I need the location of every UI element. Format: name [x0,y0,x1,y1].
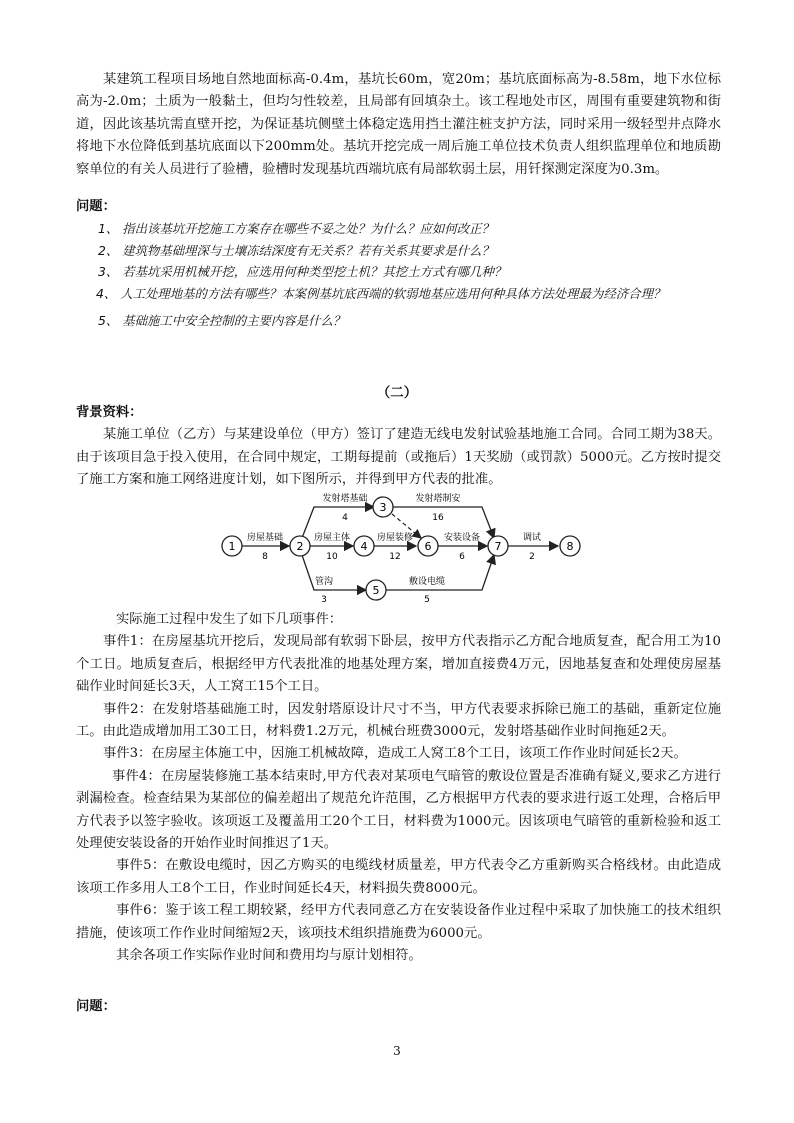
node-2 [290,536,310,556]
case2-intro: 某施工单位（乙方）与某建设单位（甲方）签订了建造无线电发射试验基地施工合同。合同工期为38天。由于该项目急于投入使用，在合同中规定，工期每提前（或拖后）1天奖励（或罚款）5000元。乙方按时提交了施工方案和施工网络进度计划，如下图所示，并得到甲方代表的批准。 [76,427,721,488]
node-1 [222,536,242,556]
svg-text:5: 5 [372,584,380,597]
question-3: 3、 若基坑采用机械开挖，应选用何种类型挖土机？其挖土方式有哪几种？ [98,264,507,280]
case1-questions [76,196,721,332]
case2-questions [76,996,721,1018]
activity-duration: 8 [262,552,268,562]
activity-label: 发射塔制安 [415,494,461,504]
question-2: 2、 建筑物基础埋深与土壤冻结深度有无关系？若有关系其要求是什么？ [98,242,494,258]
case2-background [76,402,721,492]
activity-duration: 2 [529,552,535,562]
svg-text:8: 8 [566,540,574,553]
activity-duration: 3 [321,595,327,605]
question-5: 5、 基础施工中安全控制的主要内容是什么？ [98,313,346,329]
network-diagram [218,489,590,607]
node-5 [366,580,386,600]
node-6 [418,536,438,556]
event-2: 事件2：在发射塔基础施工时，因发射塔原设计尺寸不当，甲方代表要求拆除已施工的基础，重新定位施工。由此造成增加用工30工日，材料费1.2万元，机械台班费3000元，发射塔基础作业时间拖延2天。 [76,701,721,740]
activity-label: 安装设备 [443,533,481,543]
case1-paragraph: 某建筑工程项目场地自然地面标高-0.4m，基坑长60m，宽20m；基坑底面标高为-8.58m，地下水位标高为-2.0m；土质为一般黏土，但均匀性较差，且局部有回填杂土。该工程地处市区，周围有重要建筑物和街道，因此该基坑需直壁开挖，为保证基坑侧壁土体稳定选用挡土灌注桩支护方法，同时采用一级轻型井点降水将地下水位降低到基坑底面以下200mm处。基坑开挖完成一周后施工单位技术负责人组织监理单位和地质勘察单位的有关人员进行了验槽，验槽时发现基坑西端坑底有局部软弱土层，用钎探测定深度为0.3m。 [76,72,721,177]
activity-duration: 5 [424,595,430,605]
activity-label: 调试 [522,533,542,543]
activity-label: 发射塔基础 [322,494,368,504]
activity-duration: 10 [326,552,338,562]
questions-heading: 问题： [76,199,116,214]
svg-text:3: 3 [379,501,387,514]
event-5: 事件5：在敷设电缆时，因乙方购买的电缆线材质量差，甲方代表令乙方重新购买合格线材。由此造成该项工作多用人工8个工日，作业时间延长4天，材料损失费8000元。 [76,858,721,896]
event-3: 事件3：在房屋主体施工中，因施工机械故障，造成工人窝工8个工日，该项工作作业时间延长2天。 [103,746,687,762]
page-number: 3 [393,1044,401,1058]
case2-title: （二） [376,385,418,401]
activity-duration: 6 [459,552,465,562]
svg-text:7: 7 [494,540,502,553]
event-6: 事件6：鉴于该工程工期较紧，经甲方代表同意乙方在安装设备作业过程中采取了加快施工的技术组织措施，使该项工作作业时间缩短2天，该项技术组织措施费为6000元。 [76,903,721,941]
case1-section [76,69,721,181]
node-4 [354,536,374,556]
activity-label: 管沟 [314,577,334,587]
node-3 [373,497,393,517]
question-4: 4、 人工处理地基的方法有哪些？本案例基坑底西端的软弱地基应选用何种具体方法处理最为经济合理？ [96,285,666,301]
node-8 [560,536,580,556]
activity-label: 房屋主体 [313,533,351,543]
activity-label: 房屋装修 [376,533,414,543]
activity-duration: 12 [389,552,401,562]
svg-text:1: 1 [228,540,236,553]
node-7 [488,536,508,556]
svg-text:6: 6 [424,540,432,553]
svg-text:4: 4 [360,540,368,553]
event-4: 事件4：在房屋装修施工基本结束时,甲方代表对某项电气暗管的敷设位置是否准确有疑义,要求乙方进行剥漏检查。检查结果为某部位的偏差超出了规范允许范围，乙方根据甲方代表的要求进行返工处理，合格后甲方代表予以签字验收。该项返工及覆盖用工20个工日，材料费为1000元。因该项电气暗管的重新检验和返工处理使安装设备的开始作业时间推迟了1天。 [76,768,721,852]
case2-events [76,609,721,968]
activity-duration: 16 [432,513,444,523]
svg-text:2: 2 [296,540,304,553]
event-1: 事件1：在房屋基坑开挖后，发现局部有软弱下卧层，按甲方代表指示乙方配合地质复查，配合用工为10个工日。地质复查后，根据经甲方代表批准的地基处理方案，增加直接费4万元，因地基复查和处理使房屋基础作业时间延长3天，人工窝工15个工日。 [76,634,721,695]
events-intro: 实际施工过程中发生了如下几项事件： [116,612,343,627]
activity-duration: 4 [342,513,348,523]
activity-label: 房屋基础 [246,533,284,543]
background-heading: 背景资料： [76,405,143,420]
closing-note: 其余各项工作实际作业时间和费用均与原计划相符。 [116,948,422,964]
questions-heading-2: 问题： [76,999,116,1014]
question-1: 1、 指出该基坑开挖施工方案存在哪些不妥之处？为什么？应如何改正？ [98,221,494,237]
activity-label: 敷设电缆 [408,577,446,587]
